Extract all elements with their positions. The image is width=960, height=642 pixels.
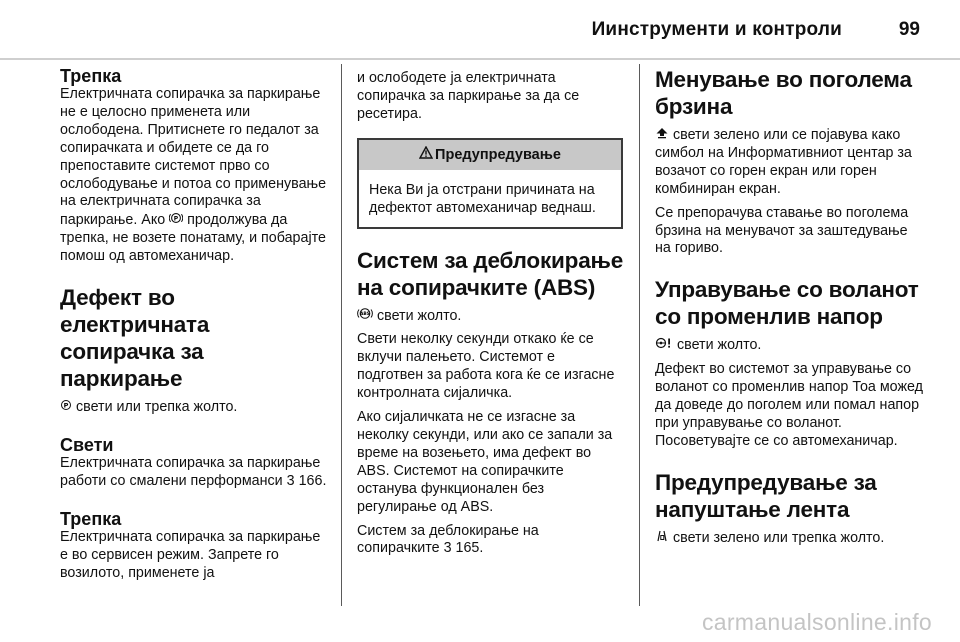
- section-heading-steering: Управување со воланот со променлив напор: [655, 277, 919, 330]
- paragraph-upshift-1: свети зелено или се појавува како симбол на Информативниот центар за возачот со горен екран или горен комбиниран екран.: [655, 127, 912, 197]
- paragraph-abs-status: ABS свети жолто.: [357, 307, 625, 326]
- page-header: [0, 0, 960, 58]
- svg-text:P: P: [173, 215, 179, 223]
- paragraph-lane-departure: свети зелено или трепка жолто.: [655, 529, 925, 548]
- paragraph-upshift-2: Се препорачува ставање во поголема брзина на менувачот за заштедување на гориво.: [655, 204, 909, 257]
- paragraph-continued: и ослободете ја електричната сопирачка за паркирање за да се ресетира.: [357, 70, 580, 122]
- parking-brake-fault-icon: [60, 398, 72, 416]
- column-1: [60, 66, 328, 606]
- header-rule: [0, 58, 960, 60]
- section-heading-lit: Свети: [60, 434, 114, 455]
- paragraph-blinking-service: Електричната сопирачка за паркирање е во сервисен режим. Запрете го возилото, применете ја: [60, 528, 321, 581]
- upshift-arrow-icon: [655, 126, 669, 144]
- steering-fault-icon: [655, 336, 673, 354]
- warning-title: Предупредување: [435, 146, 561, 163]
- paragraph-abs-2: Ако сијаличката не се изгасне за неколку секунди, или ако се запали за време на возењето, има дефект во ABS. Системот на сопирачките останува функционален без регулирање од ABS.: [357, 409, 613, 515]
- warning-body: [359, 170, 621, 227]
- section-heading-upshift: Менување во поголема брзина: [655, 67, 912, 119]
- section-heading-abs: Систем за деблокирање на сопирачките (ABS): [357, 247, 624, 300]
- paragraph-steering-status: свети жолто.: [655, 336, 925, 355]
- paragraph-parking-brake-fault: P свети или трепка жолто.: [60, 398, 328, 417]
- page-reference-icon: 3: [286, 472, 295, 489]
- svg-text:ABS: ABS: [360, 311, 370, 317]
- section-heading-blinking-service: Трепка: [60, 508, 122, 529]
- watermark: carmanualsonline.info: [701, 609, 932, 635]
- column-2: [357, 70, 625, 610]
- svg-text:P: P: [63, 401, 69, 410]
- warning-box: [357, 138, 623, 229]
- header-title: Иинструменти и контроли: [591, 19, 842, 40]
- column-divider-2: [639, 64, 640, 606]
- paragraph-lit: Електричната сопирачка за паркирање работи со смалени перформанси 3 166.: [60, 454, 327, 489]
- section-heading-lane-departure: Предупредување за напуштање лента: [655, 469, 877, 522]
- paragraph-abs-1: Свети неколку секунди откако ќе се вклучи палењето. Системот е подготвен за работа кога ќе се изгасне контролната сијаличка.: [357, 331, 615, 402]
- paragraph-abs-3: Систем за деблокирање на сопирачките 3 165.: [357, 522, 539, 557]
- warning-header: [359, 140, 621, 170]
- warning-text: Нека Ви ја отстрани причината на дефектот автомеханичар веднаш.: [369, 181, 596, 216]
- lane-departure-icon: [655, 529, 669, 547]
- paragraph-blinking: Електричната сопирачка за паркирање не е целосно применета или ослободена. Притиснете го педалот за сопирачката и обидете се да го препоставите системот прво со ослободување и потоа со применување на електричната сопирачка за паркирање. Ако P продолжува да трепка, не возете понатаму, и побарајте помош од автомеханичар.: [60, 86, 327, 265]
- abs-icon: [357, 307, 373, 325]
- column-3: [655, 66, 925, 606]
- brake-circle-p-icon: [169, 211, 183, 229]
- warning-triangle-icon: [419, 146, 433, 164]
- section-heading-blinking: Трепка: [60, 66, 122, 86]
- section-heading-parking-brake-fault: Дефект во електричната сопирачка за паркирање: [60, 285, 210, 392]
- page-reference-icon: 3: [443, 540, 452, 557]
- column-divider-1: [341, 64, 342, 606]
- page-number: 99: [898, 19, 920, 40]
- paragraph-steering: Дефект во системот за управување со воланот со променлив напор Тоа можед да доведе до поголем или помал напор при управување со воланот. Посоветувајте се со автомеханичар.: [655, 361, 923, 449]
